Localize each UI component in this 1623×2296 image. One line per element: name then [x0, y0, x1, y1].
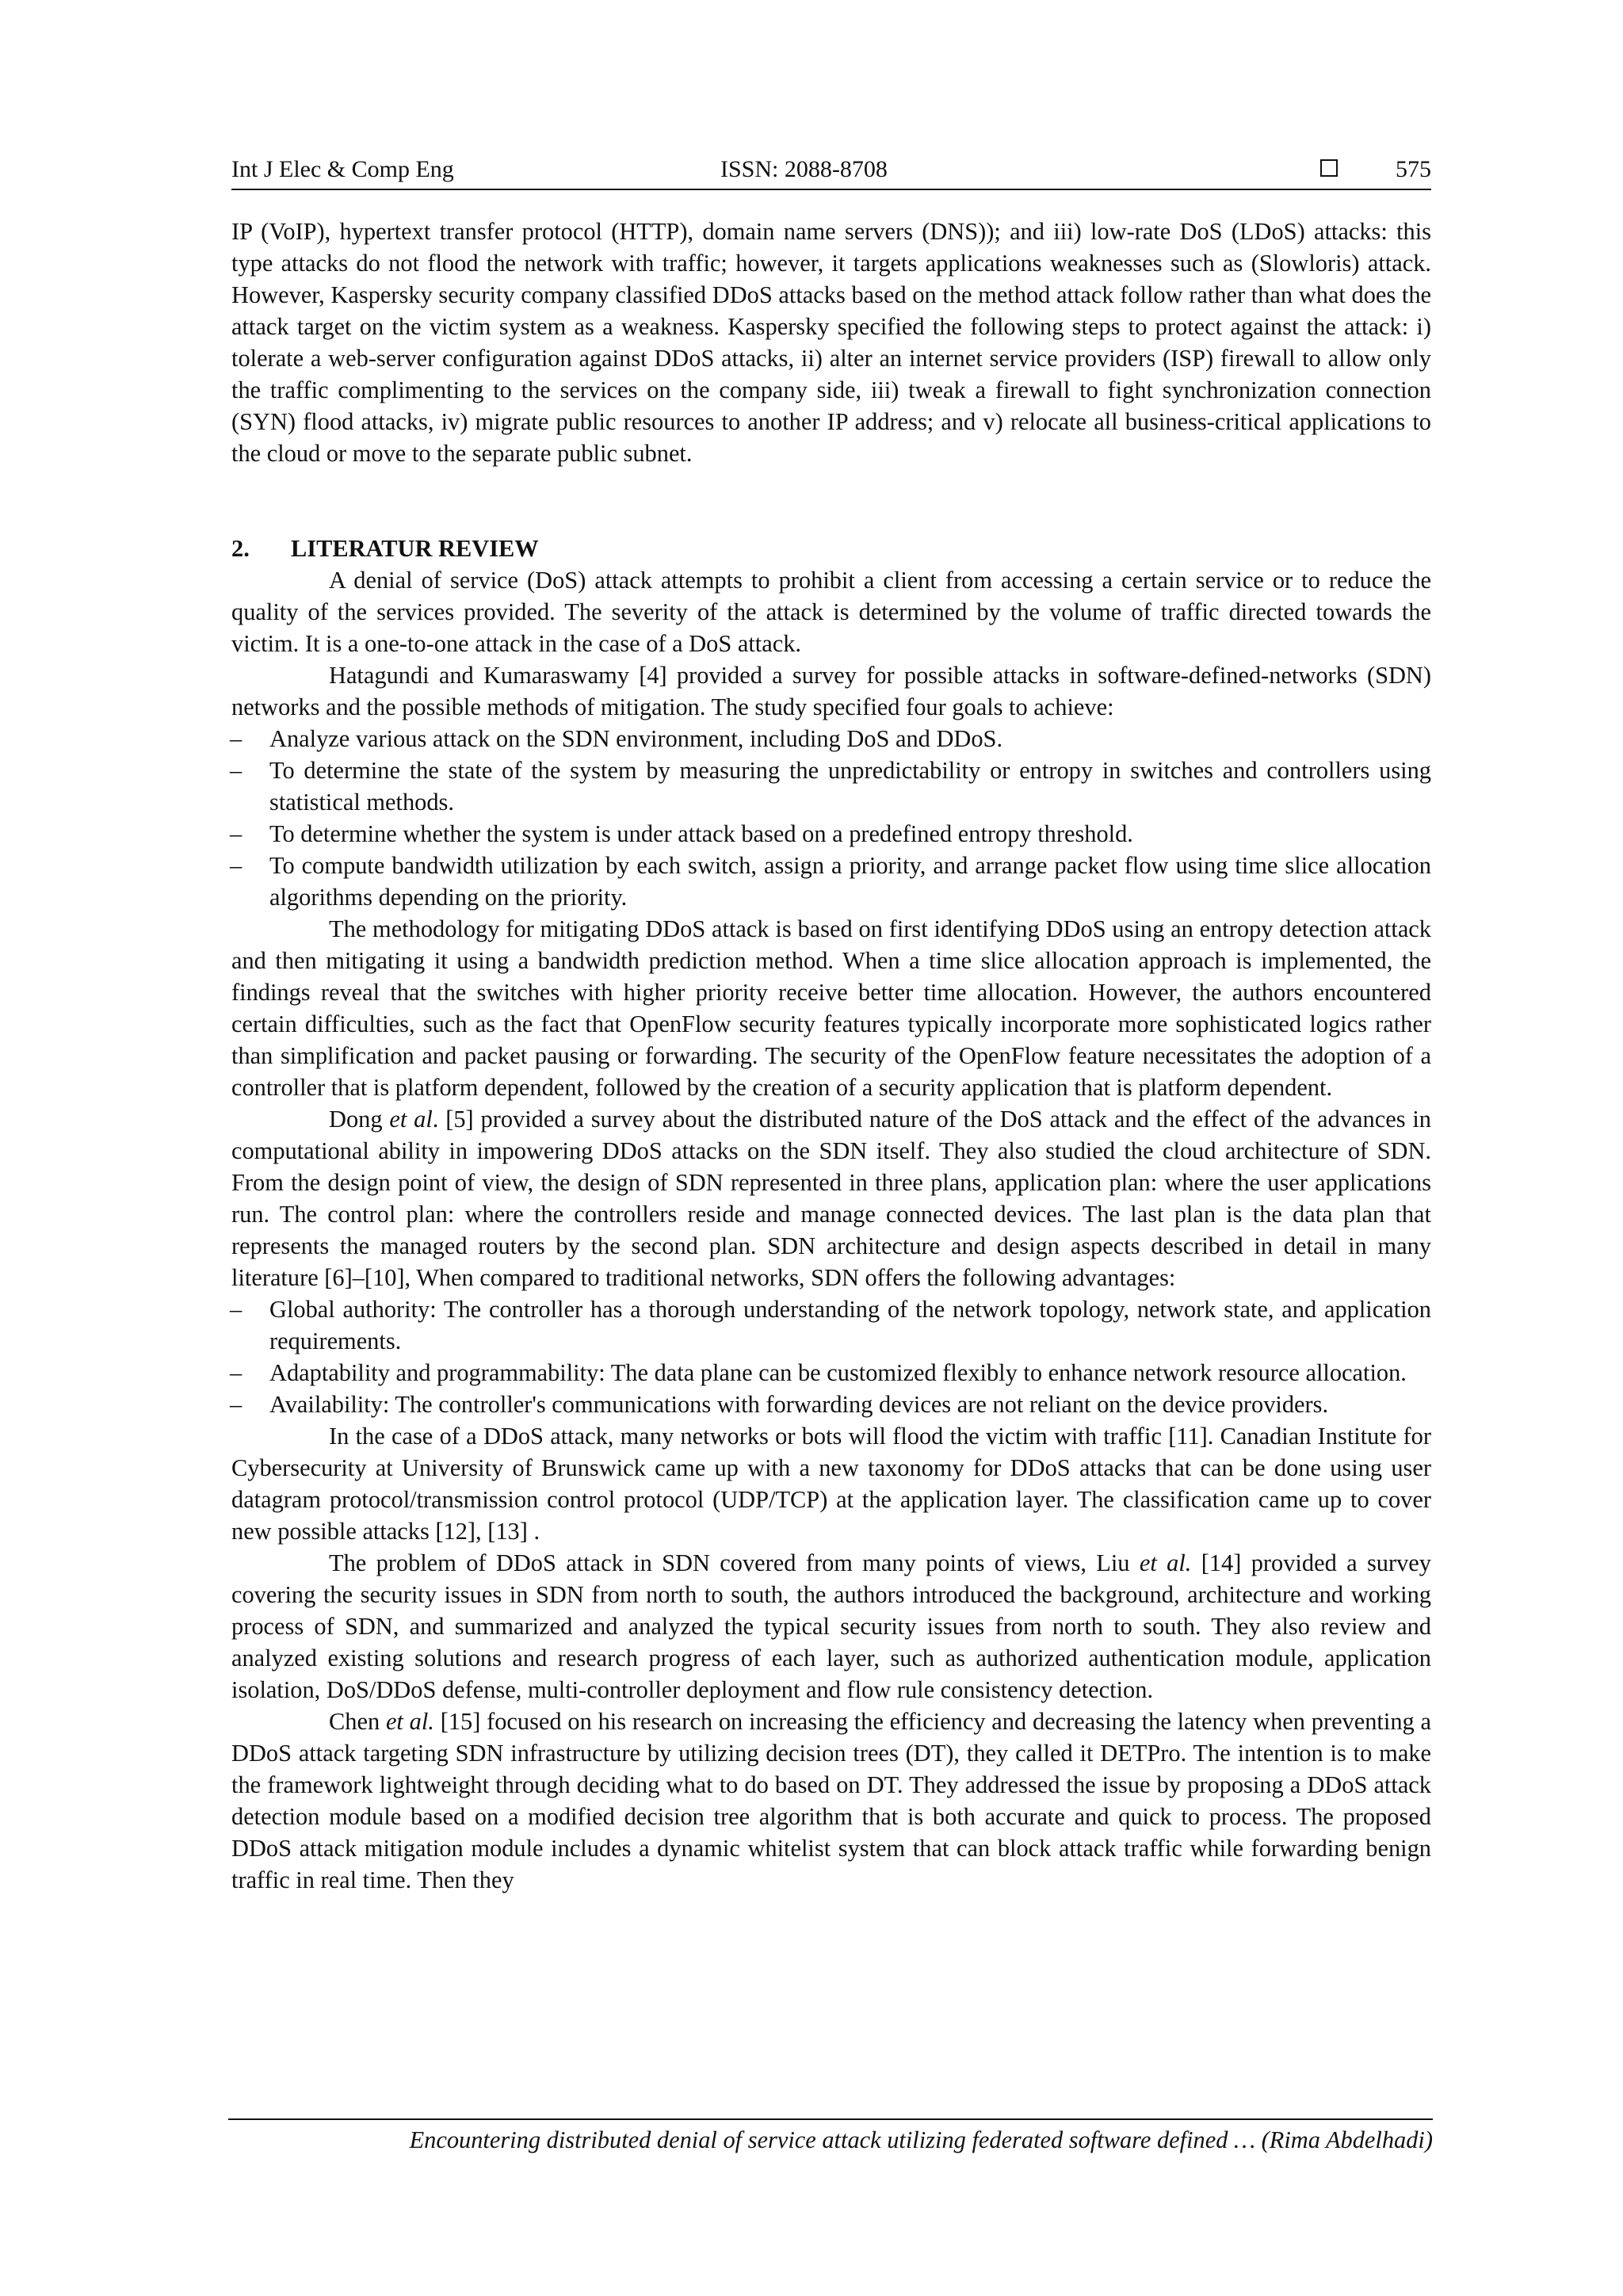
- checkbox-square-icon: [1320, 159, 1338, 177]
- dash-bullet-icon: –: [230, 1391, 242, 1418]
- paragraph-text: The problem of DDoS attack in SDN covered from many points of views, Liu: [329, 1549, 1140, 1576]
- dash-bullet-icon: –: [230, 757, 242, 784]
- journal-name: Int J Elec & Comp Eng: [231, 156, 454, 182]
- issn: ISSN: 2088-8708: [720, 156, 888, 182]
- paragraph-text: [15] focused on his research on increasing the efficiency and decreasing the latency when preventing a DDoS attack targeting SDN infrastructure by utilizing decision trees (DT), they called it DETPro. The intention is to make the framework lightweight through deciding what to do based on DT. They addressed the issue by proposing a DDoS attack detection module based on a modified decision tree algorithm that is both accurate and quick to process. The proposed DDoS attack mitigation module includes a dynamic whitelist system that can block attack traffic while forwarding benign traffic in real time. Then they: [231, 1708, 1431, 1893]
- dash-bullet-icon: –: [230, 1359, 242, 1386]
- author-name: Dong: [329, 1106, 390, 1133]
- dash-bullet-icon: –: [230, 852, 242, 879]
- et-al: et al: [389, 1106, 433, 1133]
- paragraph-methodology: The methodology for mitigating DDoS attack is based on first identifying DDoS using an entropy detection attack and then mitigating it using a bandwidth prediction method. When a time slice allocation approach is implemented, the findings reveal that the switches with higher priority receive better time allocation. However, the authors encountered certain difficulties, such as the fact that OpenFlow security features typically incorporate more sophisticated logics rather than simplification and packet pausing or forwarding. The security of the OpenFlow feature necessitates the adoption of a controller that is platform dependent, followed by the creation of a security application that is platform dependent.: [231, 915, 1431, 1101]
- intro-paragraph: IP (VoIP), hypertext transfer protocol (HTTP), domain name servers (DNS)); and iii) low-rate DoS (LDoS) attacks: this type attacks do not flood the network with traffic; however, it targets applications weaknesses such as (Slowloris) attack. However, Kaspersky security company classified DDoS attacks based on the method attack follow rather than what does the attack target on the victim system as a weakness. Kaspersky specified the following steps to protect against the attack: i) tolerate a web-server configuration against DDoS attacks, ii) alter an internet service providers (ISP) firewall to allow only the traffic complimenting to the services on the company side, iii) tweak a firewall to fight synchronization connection (SYN) flood attacks, iv) migrate public resources to another IP address; and v) relocate all business-critical applications to the cloud or move to the separate public subnet.: [231, 218, 1431, 467]
- list-item-text: To determine the state of the system by measuring the unpredictability or entropy in switches and controllers using statistical methods.: [269, 757, 1431, 816]
- author-name: Chen: [329, 1708, 386, 1735]
- list-item-text: Analyze various attack on the SDN environment, including DoS and DDoS.: [269, 725, 1003, 752]
- paragraph-dong: [231, 1103, 1431, 1293]
- paragraph-hatagundi: Hatagundi and Kumaraswamy [4] provided a survey for possible attacks in software-defined-networks (SDN) networks and the possible methods of mitigation. The study specified four goals to achieve:: [231, 662, 1431, 720]
- list-item: [230, 723, 1431, 755]
- paragraph-dos-definition: A denial of service (DoS) attack attempts to prohibit a client from accessing a certain service or to reduce the quality of the services provided. The severity of the attack is determined by the volume of traffic directed towards the victim. It is a one-to-one attack in the case of a DoS attack.: [231, 567, 1431, 657]
- list-item: [230, 1357, 1431, 1389]
- list-item: [230, 850, 1431, 913]
- running-header: [231, 151, 1431, 189]
- list-item-text: To determine whether the system is under attack based on a predefined entropy threshold.: [269, 820, 1133, 847]
- page-number: 575: [1396, 156, 1431, 182]
- paragraph-text: . [5] provided a survey about the distributed nature of the DoS attack and the effect of the advances in computational ability in impowering DDoS attacks on the SDN itself. They also studied the cloud architecture of SDN. From the design point of view, the design of SDN represented in three plans, application plan: where the user applications run. The control plan: where the controllers reside and manage connected devices. The last plan is the data plan that represents the managed routers by the second plan. SDN architecture and design aspects described in detail in many literature [6]–[10], When compared to traditional networks, SDN offers the following advantages:: [231, 1106, 1431, 1291]
- paragraph-liu: [231, 1547, 1431, 1706]
- header-rule: [231, 189, 1431, 190]
- section-title: LITERATUR REVIEW: [291, 535, 539, 562]
- footer-rule: [228, 2118, 1433, 2120]
- list-item-text: Availability: The controller's communications with forwarding devices are not reliant on the device providers.: [269, 1391, 1329, 1418]
- list-item: [230, 818, 1431, 850]
- list-item: [230, 1293, 1431, 1357]
- goals-list: [231, 723, 1431, 913]
- et-al: et al.: [1139, 1549, 1192, 1576]
- dash-bullet-icon: –: [230, 820, 242, 847]
- list-item-text: To compute bandwidth utilization by each switch, assign a priority, and arrange packet flow using time slice allocation algorithms depending on the priority.: [269, 852, 1431, 911]
- running-footer: Encountering distributed denial of service attack utilizing federated software defined … (Rima Abdelhadi): [409, 2126, 1433, 2153]
- advantages-list: [231, 1293, 1431, 1420]
- dash-bullet-icon: –: [230, 1296, 242, 1323]
- paragraph-chen: [231, 1706, 1431, 1896]
- dash-bullet-icon: –: [230, 725, 242, 752]
- list-item: [230, 755, 1431, 818]
- list-item-text: Adaptability and programmability: The data plane can be customized flexibly to enhance network resource allocation.: [269, 1359, 1407, 1386]
- section-heading: [231, 533, 1431, 564]
- paragraph-text: [14] provided a survey covering the security issues in SDN from north to south, the authors introduced the background, architecture and working process of SDN, and summarized and analyzed the typical security issues from north to south. They also review and analyzed existing solutions and research progress of each layer, such as authorized authentication module, application isolation, DoS/DDoS defense, multi-controller deployment and flow rule consistency detection.: [231, 1549, 1431, 1703]
- list-item: [230, 1389, 1431, 1420]
- page: [231, 151, 1431, 1896]
- paragraph-canadian-institute: In the case of a DDoS attack, many networks or bots will flood the victim with traffic [11]. Canadian Institute for Cybersecurity at University of Brunswick came up with a new taxonomy for DDoS attacks that can be done using user datagram protocol/transmission control protocol (UDP/TCP) at the application layer. The classification came up to cover new possible attacks [12], [13] .: [231, 1423, 1431, 1545]
- list-item-text: Global authority: The controller has a thorough understanding of the network topology, network state, and application requirements.: [269, 1296, 1431, 1354]
- section-number: 2.: [231, 535, 250, 562]
- body-text: [231, 216, 1431, 1896]
- et-al: et al.: [385, 1708, 434, 1735]
